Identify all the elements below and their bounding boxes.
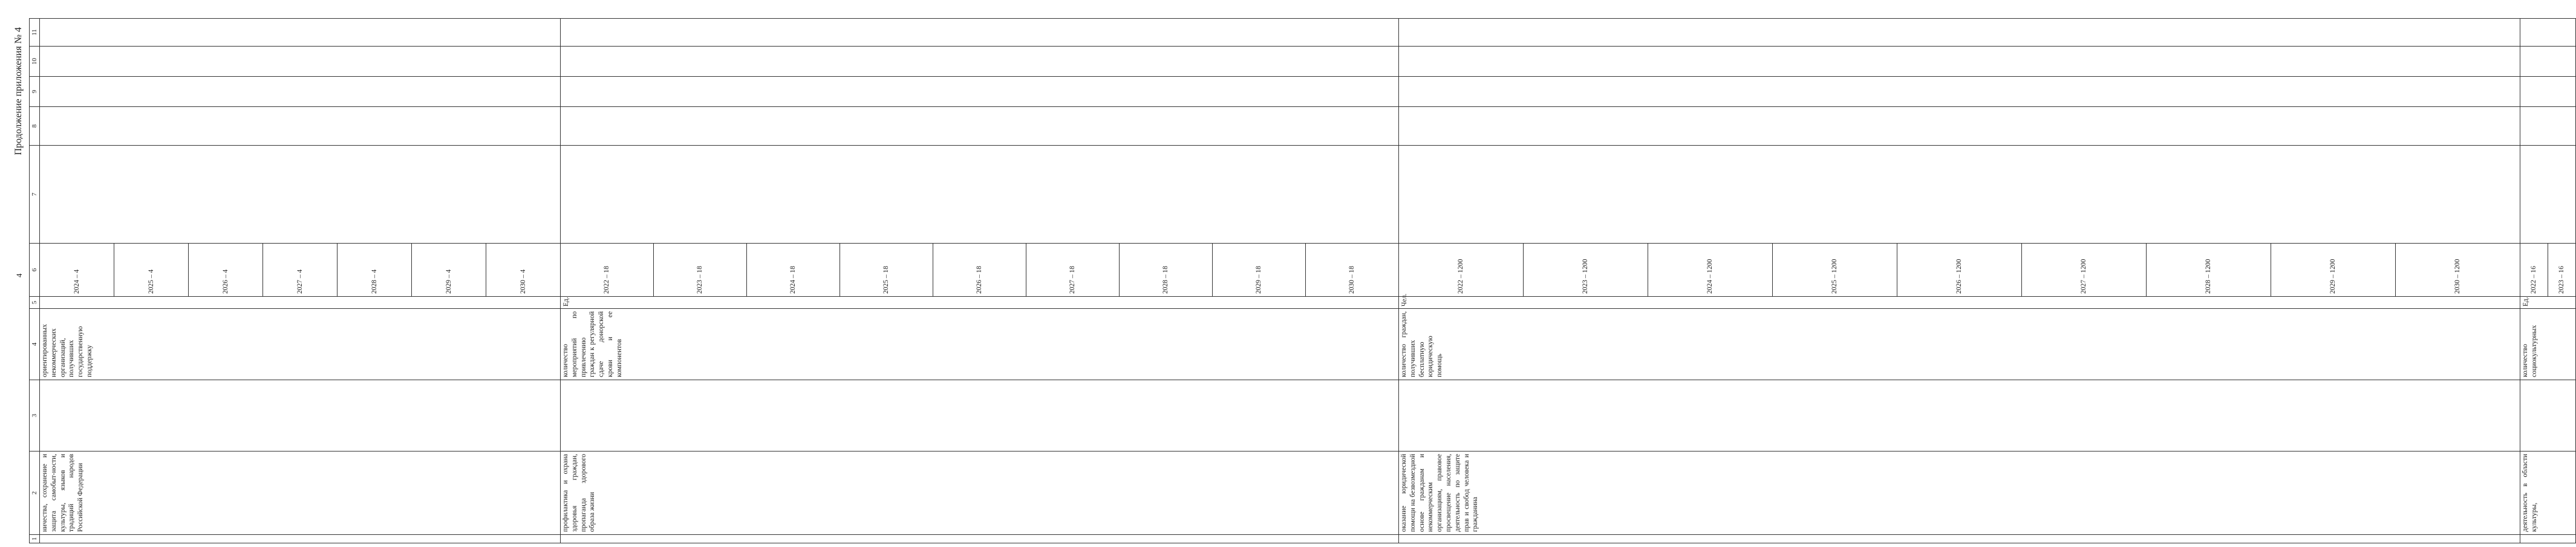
unit-text: Чел.: [1401, 293, 1408, 306]
year-value: 2030 – 1200: [2454, 259, 2461, 294]
indicator-text: ориентированных некоммерческих организаций, получивших государственную поддержку: [41, 324, 93, 377]
year-value: 2025 – 4: [114, 244, 189, 296]
year-value: 2023 – 18: [654, 244, 747, 296]
column-number: 7: [30, 146, 40, 244]
table-row: [1399, 19, 2520, 543]
year-value: 2028 – 18: [1120, 244, 1213, 296]
column-number: 4: [30, 309, 40, 380]
goal-text: деятельность в области культуры,: [2522, 454, 2538, 532]
yearly-values: [561, 244, 1398, 296]
year-value: 2022 – 16: [2520, 244, 2548, 296]
goal-text: профилактика и охрана здоровья граждан, пропаганда здорового образа жизни: [562, 454, 596, 532]
indicator-text: количество граждан, получивших бесплатную юридическую помощь: [1400, 311, 1444, 377]
yearly-values: [40, 244, 560, 296]
yearly-values: [1399, 244, 2520, 296]
year-value: 2022 – 1200: [1399, 244, 1524, 296]
page-number: 4: [15, 273, 24, 277]
year-value: 2028 – 4: [337, 244, 412, 296]
year-value: 2029 – 1200: [2271, 244, 2396, 296]
year-value: 2028 – 1200: [2147, 244, 2271, 296]
year-value: 2026 – 1200: [1897, 244, 2022, 296]
column-number: 9: [30, 77, 40, 107]
year-value: 2030 – 4: [519, 269, 527, 294]
year-value: 2026 – 4: [189, 244, 263, 296]
year-value: 2030 – 18: [1348, 266, 1355, 294]
year-value: 2026 – 18: [933, 244, 1026, 296]
yearly-values: [2520, 244, 2575, 296]
year-value: 2022 – 18: [561, 244, 654, 296]
year-value: 2024 – 18: [747, 244, 840, 296]
unit-text: Ед.: [562, 297, 570, 306]
year-value: 2025 – 18: [840, 244, 933, 296]
year-value: 2029 – 4: [412, 244, 486, 296]
year-value: 2024 – 1200: [1648, 244, 1773, 296]
column-number: 8: [30, 107, 40, 146]
column-number: 3: [30, 380, 40, 452]
column-number: 10: [30, 47, 40, 77]
goal-text: ничества, сохранение и защита самобыт-ности, культуры, языков и традиций народов Российской Федерации: [41, 454, 85, 532]
indicator-text: количество мероприятий по привлечению граждан к регулярной сдаче донорской крови и ее компонентов: [562, 311, 623, 377]
year-value: 2023 – 1200: [1524, 244, 1648, 296]
unit-text: [40, 297, 42, 308]
table-row: [561, 19, 1399, 543]
column-number: 11: [30, 19, 40, 47]
year-value: 2027 – 18: [1026, 244, 1120, 296]
unit-text: Ед.: [2522, 297, 2529, 306]
goal-text: оказание юридической помощи на безвозмездной основе гражданам и некоммерческим организациям, правовое просвещение населения, деятельность по защите прав и свобод человека и гражданина: [1400, 454, 1479, 532]
table-row: [2520, 19, 2576, 543]
year-value: 2027 – 1200: [2022, 244, 2147, 296]
continuation-heading: Продолжение приложения № 4: [13, 27, 24, 155]
appendix-table: [29, 18, 2576, 543]
column-number: 5: [30, 297, 40, 309]
column-number: 2: [30, 452, 40, 535]
column-number-row: [30, 19, 40, 543]
column-number: 1: [30, 535, 40, 543]
table-row: [40, 19, 561, 543]
year-value: 2024 – 4: [40, 244, 114, 296]
year-value: 2029 – 18: [1213, 244, 1306, 296]
year-value: 2027 – 4: [263, 244, 337, 296]
indicator-text: количество социокультурных: [2522, 325, 2538, 377]
column-number: 6: [30, 244, 40, 297]
year-value: 2025 – 1200: [1773, 244, 1897, 296]
year-value: 2023 – 16: [2558, 266, 2565, 294]
